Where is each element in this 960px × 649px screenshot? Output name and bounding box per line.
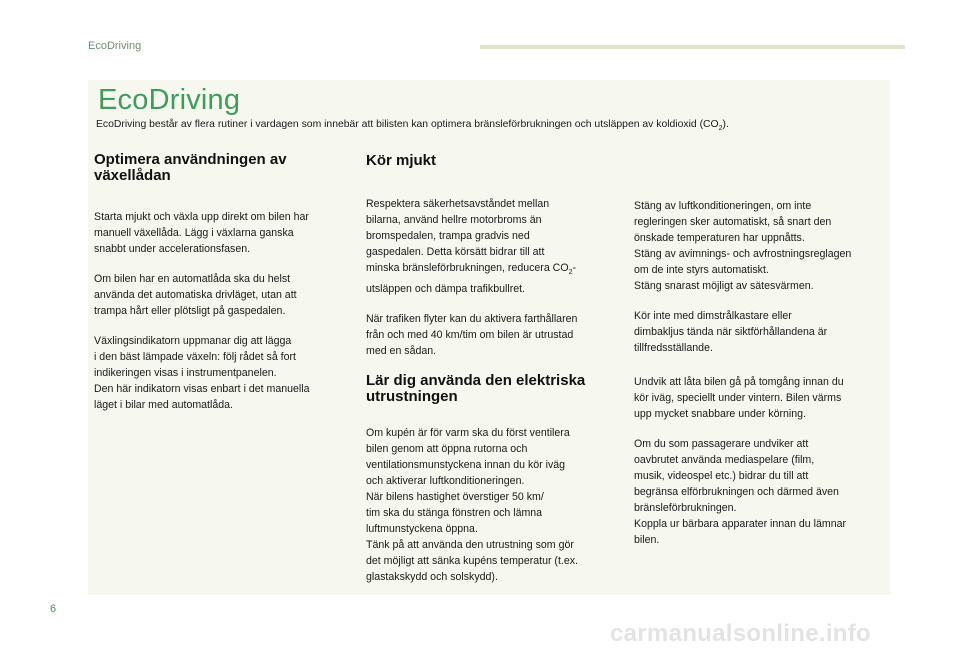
co2-subscript: 2 (568, 269, 573, 277)
paragraph: Stäng av luftkonditioneringen, om inte regleringen sker automatiskt, så snart den önskade temperaturen har uppnåtts. Stäng av avimnings- och avfrostningsreglagen om de inte styrs automatiskt. Stäng snarast möjligt av sätesvärmen. (634, 200, 852, 292)
paragraph: Undvik att låta bilen gå på tomgång innan du kör iväg, speciellt under vintern. Bilen värms upp mycket snabbare under körning. (634, 376, 844, 420)
heading-smooth-driving: Kör mjukt (366, 152, 437, 169)
paragraph: Kör inte med dimstrålkastare eller dimbakljus tända när siktförhållandena är tillfredsställande. (634, 310, 828, 354)
content-panel (88, 80, 890, 595)
paragraph-part: Respektera säkerhetsavståndet mellan bilarna, använd hellre motorbroms än bromspedalen, trampa gradvis ned gaspedalen. Detta körsätt bidrar till att minska bränsleförbrukningen, reducera CO (366, 198, 569, 274)
paragraph-part-end: - utsläppen och dämpa trafikbullret. (366, 262, 576, 296)
page-number: 6 (50, 603, 57, 615)
intro-subscript: 2 (718, 125, 723, 133)
paragraph (366, 196, 616, 297)
intro-text-end: ). (722, 119, 729, 130)
paragraph: Växlingsindikatorn uppmanar dig att lägga i den bäst lämpade växeln: följ rådet så fort indikeringen visas i instrumentpanelen. Den här indikatorn visas enbart i det manuella läget i bilar med automatlåda. (94, 335, 310, 411)
column-electrical-tips (634, 198, 884, 562)
paragraph: Om bilen har en automatlåda ska du helst använda det automatiska drivläget, utan att trampa hårt eller plötsligt på gaspedalen. (94, 273, 297, 317)
paragraph: Starta mjukt och växla upp direkt om bilen har manuell växellåda. Lägg i växlarna ganska snabbt under accelerationsfasen. (94, 211, 309, 255)
column-smooth-driving (366, 152, 616, 599)
paragraph: Om du som passagerare undviker att oavbrutet använda mediaspelare (film, musik, videospel etc.) bidrar du till att begränsa elförbrukningen och därmed även bränsleförbrukningen. Koppla ur bärbara apparater innan du lämnar bilen. (634, 438, 847, 546)
watermark: carmanualsonline.info (610, 620, 872, 647)
paragraph: Om kupén är för varm ska du först ventilera bilen genom att öppna rutorna och ventilationsmunstyckena innan du kör iväg och aktiverar luftkonditioneringen. När bilens hastighet överstiger 50 km/ tim ska du stänga fönstren och lämna luftmunstyckena öppna. Tänk på att använda den utrustning som gör det möjligt att sänka kupéns temperatur (t.ex. glastakskydd och solskydd). (366, 427, 578, 584)
intro-text-part: EcoDriving består av flera rutiner i vardagen som innebär att bilisten kan optimera bränsleförbrukningen och utsläppen av koldioxid (CO (96, 119, 719, 130)
heading-electrical-equipment: Lär dig använda den elektriska utrustningen (366, 372, 586, 406)
intro-text (96, 118, 886, 135)
heading-gearbox: Optimera användningen av växellådan (94, 151, 287, 184)
page-title: EcoDriving (98, 84, 241, 116)
column-gearbox (94, 152, 356, 427)
section-label: EcoDriving (88, 40, 142, 52)
header-divider (480, 45, 905, 49)
paragraph: När trafiken flyter kan du aktivera farthållaren från och med 40 km/tim om bilen är utrustad med en sådan. (366, 313, 578, 358)
